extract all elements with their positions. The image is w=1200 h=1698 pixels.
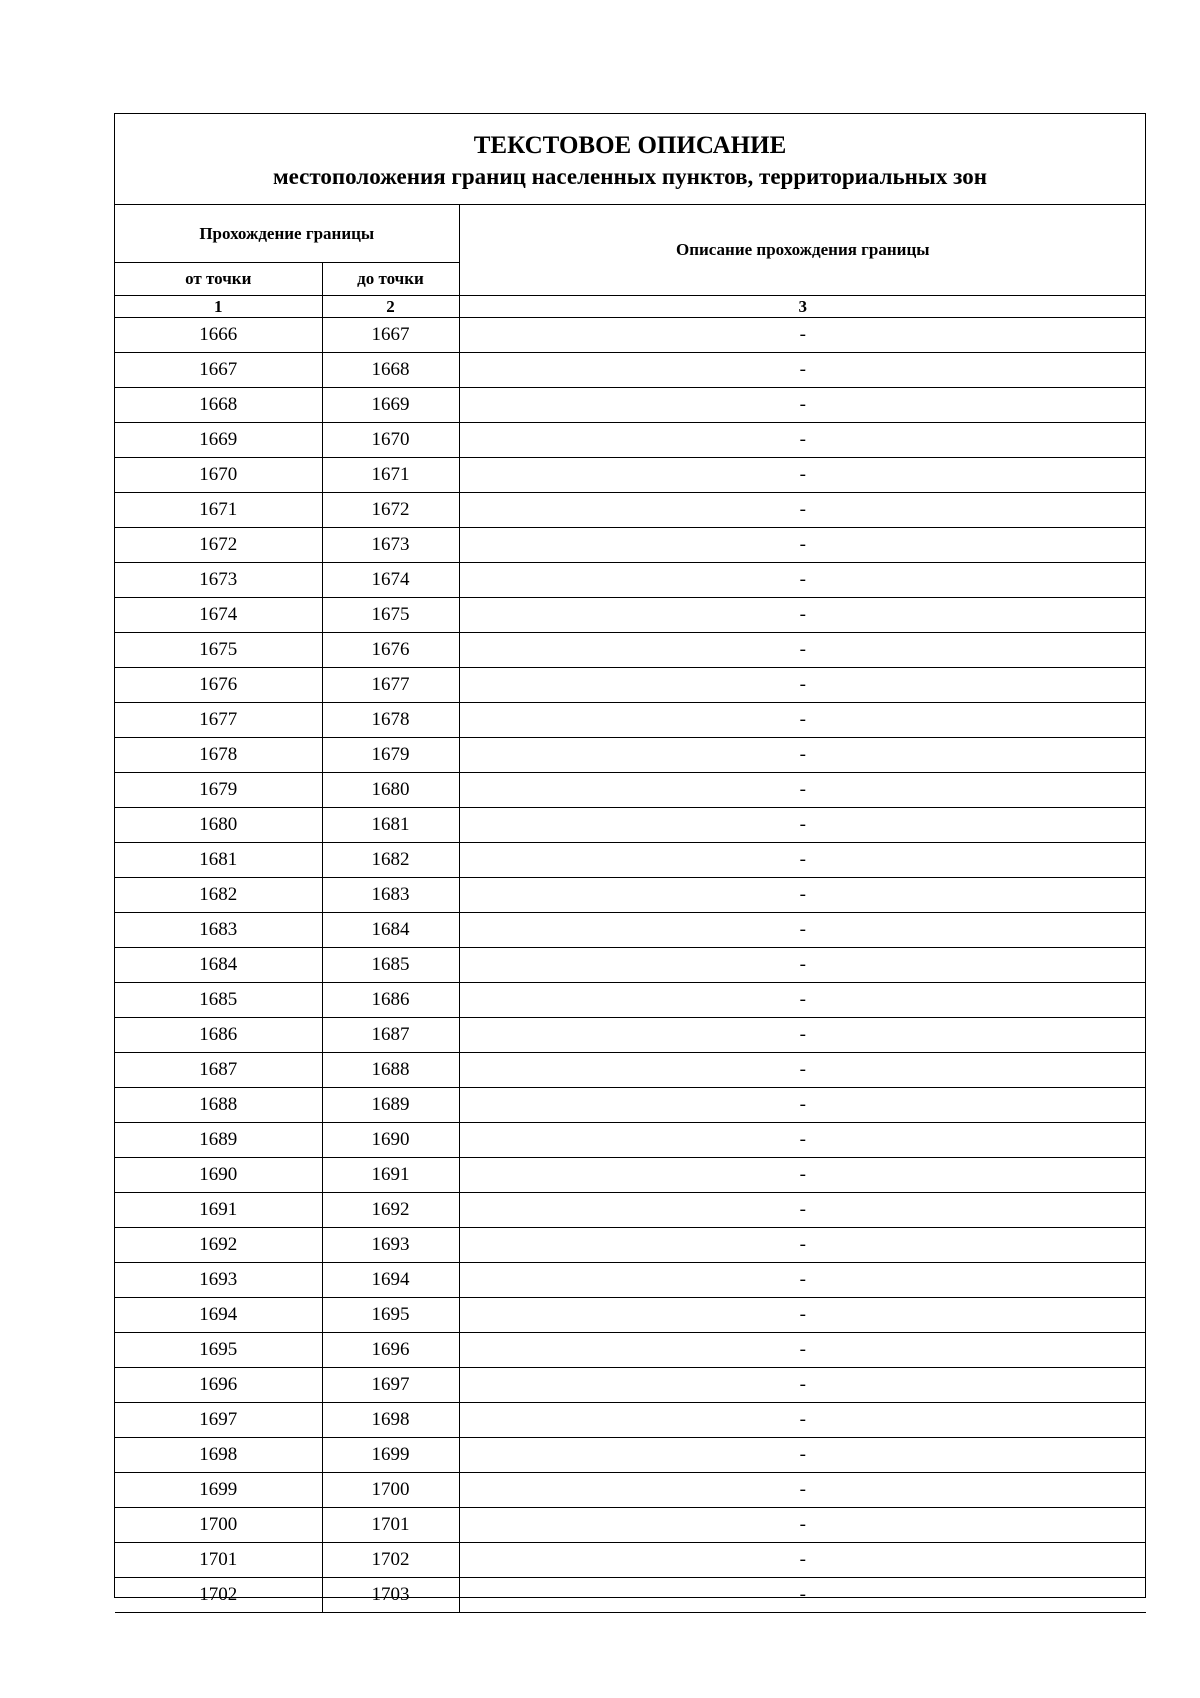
cell-from-point: 1682	[115, 878, 322, 913]
cell-description: -	[459, 423, 1146, 458]
cell-from-point: 1666	[115, 318, 322, 353]
boundary-table	[115, 205, 1146, 1613]
cell-description: -	[459, 983, 1146, 1018]
cell-description: -	[459, 1158, 1146, 1193]
cell-from-point: 1698	[115, 1438, 322, 1473]
cell-description: -	[459, 1263, 1146, 1298]
table-row	[115, 563, 1146, 598]
cell-description: -	[459, 1473, 1146, 1508]
table-row	[115, 1578, 1146, 1613]
cell-from-point: 1675	[115, 633, 322, 668]
cell-description: -	[459, 1508, 1146, 1543]
cell-to-point: 1678	[322, 703, 459, 738]
cell-from-point: 1701	[115, 1543, 322, 1578]
table-row	[115, 1438, 1146, 1473]
table-row	[115, 598, 1146, 633]
cell-description: -	[459, 493, 1146, 528]
cell-to-point: 1689	[322, 1088, 459, 1123]
cell-to-point: 1698	[322, 1403, 459, 1438]
cell-description: -	[459, 353, 1146, 388]
cell-to-point: 1696	[322, 1333, 459, 1368]
document-subtitle: местоположения границ населенных пунктов, территориальных зон	[273, 164, 987, 189]
cell-description: -	[459, 1088, 1146, 1123]
cell-to-point: 1672	[322, 493, 459, 528]
cell-description: -	[459, 808, 1146, 843]
cell-from-point: 1693	[115, 1263, 322, 1298]
cell-to-point: 1680	[322, 773, 459, 808]
table-row	[115, 1333, 1146, 1368]
table-row	[115, 1018, 1146, 1053]
cell-from-point: 1667	[115, 353, 322, 388]
cell-description: -	[459, 1193, 1146, 1228]
cell-description: -	[459, 1403, 1146, 1438]
cell-description: -	[459, 633, 1146, 668]
cell-description: -	[459, 1298, 1146, 1333]
cell-to-point: 1697	[322, 1368, 459, 1403]
table-row	[115, 773, 1146, 808]
cell-to-point: 1679	[322, 738, 459, 773]
cell-to-point: 1682	[322, 843, 459, 878]
cell-to-point: 1670	[322, 423, 459, 458]
cell-from-point: 1691	[115, 1193, 322, 1228]
cell-description: -	[459, 458, 1146, 493]
cell-description: -	[459, 738, 1146, 773]
table-row	[115, 353, 1146, 388]
table-row	[115, 1368, 1146, 1403]
cell-from-point: 1673	[115, 563, 322, 598]
cell-from-point: 1696	[115, 1368, 322, 1403]
cell-to-point: 1667	[322, 318, 459, 353]
table-row	[115, 983, 1146, 1018]
cell-description: -	[459, 598, 1146, 633]
cell-description: -	[459, 318, 1146, 353]
cell-description: -	[459, 668, 1146, 703]
cell-description: -	[459, 1333, 1146, 1368]
cell-description: -	[459, 1053, 1146, 1088]
cell-to-point: 1683	[322, 878, 459, 913]
cell-to-point: 1684	[322, 913, 459, 948]
cell-to-point: 1676	[322, 633, 459, 668]
table-row	[115, 1123, 1146, 1158]
table-row	[115, 808, 1146, 843]
cell-description: -	[459, 1018, 1146, 1053]
header-to-point: до точки	[322, 263, 459, 296]
cell-to-point: 1668	[322, 353, 459, 388]
table-row	[115, 738, 1146, 773]
table-row	[115, 458, 1146, 493]
cell-description: -	[459, 843, 1146, 878]
header-description: Описание прохождения границы	[459, 205, 1146, 296]
header-from-point: от точки	[115, 263, 322, 296]
document-frame	[114, 113, 1146, 1605]
table-row	[115, 1543, 1146, 1578]
cell-from-point: 1678	[115, 738, 322, 773]
cell-to-point: 1699	[322, 1438, 459, 1473]
cell-from-point: 1688	[115, 1088, 322, 1123]
cell-from-point: 1695	[115, 1333, 322, 1368]
table-row	[115, 1473, 1146, 1508]
cell-description: -	[459, 1578, 1146, 1613]
cell-from-point: 1683	[115, 913, 322, 948]
cell-from-point: 1702	[115, 1578, 322, 1613]
table-row	[115, 1053, 1146, 1088]
cell-from-point: 1674	[115, 598, 322, 633]
table-row	[115, 1298, 1146, 1333]
table-row	[115, 1088, 1146, 1123]
cell-from-point: 1699	[115, 1473, 322, 1508]
cell-to-point: 1688	[322, 1053, 459, 1088]
table-body	[115, 318, 1146, 1613]
cell-from-point: 1672	[115, 528, 322, 563]
cell-from-point: 1700	[115, 1508, 322, 1543]
table-row	[115, 493, 1146, 528]
cell-from-point: 1676	[115, 668, 322, 703]
table-row	[115, 1158, 1146, 1193]
cell-description: -	[459, 703, 1146, 738]
cell-to-point: 1700	[322, 1473, 459, 1508]
cell-to-point: 1674	[322, 563, 459, 598]
table-row	[115, 1403, 1146, 1438]
cell-to-point: 1677	[322, 668, 459, 703]
table-row	[115, 633, 1146, 668]
cell-to-point: 1702	[322, 1543, 459, 1578]
cell-from-point: 1684	[115, 948, 322, 983]
cell-to-point: 1691	[322, 1158, 459, 1193]
cell-from-point: 1689	[115, 1123, 322, 1158]
cell-to-point: 1690	[322, 1123, 459, 1158]
cell-to-point: 1673	[322, 528, 459, 563]
table-row	[115, 1228, 1146, 1263]
table-row	[115, 528, 1146, 563]
cell-from-point: 1677	[115, 703, 322, 738]
cell-description: -	[459, 1543, 1146, 1578]
cell-description: -	[459, 388, 1146, 423]
cell-from-point: 1692	[115, 1228, 322, 1263]
table-row	[115, 703, 1146, 738]
title-block	[115, 114, 1145, 205]
cell-description: -	[459, 528, 1146, 563]
cell-description: -	[459, 773, 1146, 808]
cell-from-point: 1686	[115, 1018, 322, 1053]
table-row	[115, 948, 1146, 983]
cell-from-point: 1669	[115, 423, 322, 458]
cell-to-point: 1692	[322, 1193, 459, 1228]
cell-to-point: 1701	[322, 1508, 459, 1543]
cell-from-point: 1670	[115, 458, 322, 493]
cell-description: -	[459, 1368, 1146, 1403]
cell-to-point: 1685	[322, 948, 459, 983]
cell-description: -	[459, 913, 1146, 948]
cell-to-point: 1671	[322, 458, 459, 493]
table-row	[115, 423, 1146, 458]
cell-from-point: 1690	[115, 1158, 322, 1193]
cell-from-point: 1679	[115, 773, 322, 808]
cell-from-point: 1687	[115, 1053, 322, 1088]
cell-description: -	[459, 1123, 1146, 1158]
cell-to-point: 1694	[322, 1263, 459, 1298]
table-row	[115, 318, 1146, 353]
header-column-number-1: 1	[115, 296, 322, 318]
cell-to-point: 1693	[322, 1228, 459, 1263]
table-row	[115, 1508, 1146, 1543]
cell-to-point: 1669	[322, 388, 459, 423]
table-row	[115, 1263, 1146, 1298]
cell-description: -	[459, 878, 1146, 913]
table-row	[115, 913, 1146, 948]
cell-from-point: 1671	[115, 493, 322, 528]
table-row	[115, 878, 1146, 913]
cell-to-point: 1675	[322, 598, 459, 633]
cell-to-point: 1687	[322, 1018, 459, 1053]
cell-to-point: 1681	[322, 808, 459, 843]
cell-to-point: 1695	[322, 1298, 459, 1333]
cell-description: -	[459, 948, 1146, 983]
cell-description: -	[459, 1438, 1146, 1473]
document-title: ТЕКСТОВОЕ ОПИСАНИЕ	[473, 132, 787, 159]
cell-from-point: 1694	[115, 1298, 322, 1333]
cell-to-point: 1686	[322, 983, 459, 1018]
cell-description: -	[459, 563, 1146, 598]
header-passage: Прохождение границы	[115, 205, 459, 263]
cell-from-point: 1680	[115, 808, 322, 843]
cell-from-point: 1697	[115, 1403, 322, 1438]
header-column-number-3: 3	[459, 296, 1146, 318]
cell-description: -	[459, 1228, 1146, 1263]
table-row	[115, 388, 1146, 423]
cell-to-point: 1703	[322, 1578, 459, 1613]
table-row	[115, 843, 1146, 878]
table-row	[115, 668, 1146, 703]
cell-from-point: 1685	[115, 983, 322, 1018]
cell-from-point: 1681	[115, 843, 322, 878]
table-row	[115, 1193, 1146, 1228]
cell-from-point: 1668	[115, 388, 322, 423]
header-column-number-2: 2	[322, 296, 459, 318]
